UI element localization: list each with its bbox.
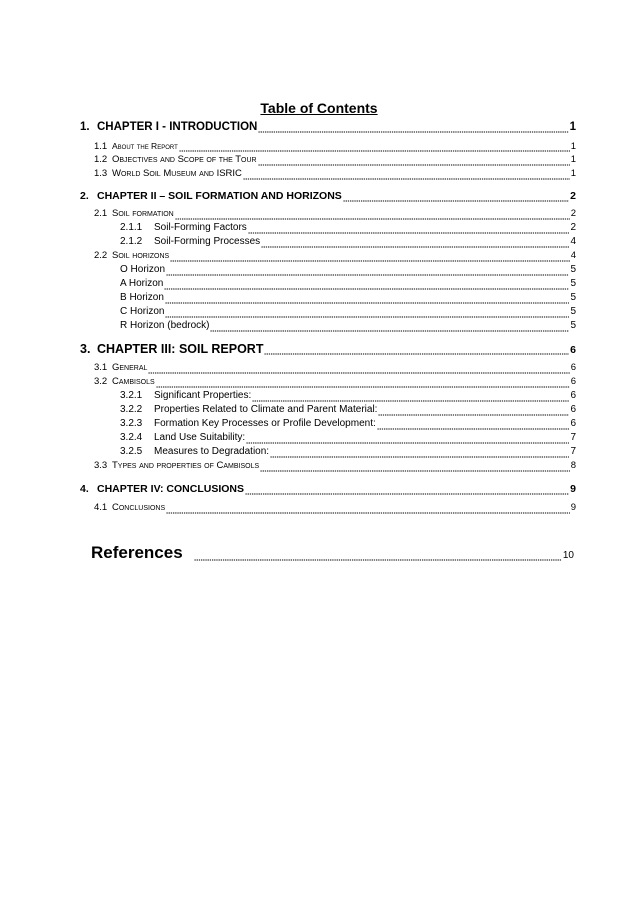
subsection-number: 2.1.2: [120, 236, 143, 247]
toc-item-4-1[interactable]: [94, 501, 576, 515]
dot-leader: [156, 377, 570, 389]
page-number: 6: [570, 404, 576, 415]
section-title: World Soil Museum and ISRIC: [112, 168, 242, 179]
section-title: Soil formation: [112, 208, 174, 219]
subsection-number: 3.2.3: [120, 418, 143, 429]
dot-leader: [245, 484, 569, 496]
dot-leader: [165, 307, 569, 319]
dot-leader: [252, 391, 569, 403]
chapter-title: CHAPTER II – SOIL FORMATION AND HORIZONS: [97, 190, 342, 202]
references-title: References: [91, 543, 183, 562]
section-number: 1.2: [94, 154, 108, 165]
page-number: 10: [562, 550, 574, 561]
dot-leader: [210, 321, 569, 333]
subsection-title: Soil-Forming Factors: [154, 222, 247, 233]
dot-leader: [343, 191, 569, 203]
subsection-title: Formation Key Processes or Profile Development:: [154, 418, 376, 429]
dot-leader: [243, 169, 570, 181]
dot-leader: [246, 433, 569, 445]
page-number: 5: [570, 292, 576, 303]
toc-item-1-3[interactable]: [94, 167, 576, 181]
dot-leader: [248, 223, 570, 235]
chapter-number: 3.: [80, 342, 91, 356]
toc-item-a-horizon[interactable]: [120, 277, 576, 291]
subsection-title: Land Use Suitability:: [154, 432, 246, 443]
section-title: Soil horizons: [112, 250, 170, 261]
toc-title: Table of Contents: [260, 100, 378, 116]
section-title: Objectives and Scope of the Tour: [112, 154, 257, 165]
page-number: 8: [570, 460, 576, 471]
page-number: 6: [570, 390, 576, 401]
page-number: 2: [570, 190, 576, 202]
section-number: 2.1: [94, 208, 108, 219]
section-number: 3.2: [94, 376, 108, 387]
dot-leader: [166, 503, 570, 515]
page-number: 6: [570, 418, 576, 429]
dot-leader: [258, 122, 568, 134]
subsection-number: 3.2.5: [120, 446, 143, 457]
subsection-number: 3.2.2: [120, 404, 143, 415]
toc-item-3-2-2[interactable]: [120, 403, 576, 417]
dot-leader: [166, 265, 569, 277]
section-title: About the Report: [112, 141, 178, 151]
entry-title: B Horizon: [120, 292, 164, 303]
page-number: 7: [570, 446, 576, 457]
dot-leader: [175, 209, 570, 221]
entry-title: O Horizon: [120, 264, 166, 275]
toc-item-3-2[interactable]: [94, 375, 576, 389]
dot-leader: [179, 141, 570, 153]
toc-item-1-1[interactable]: [94, 139, 576, 153]
subsection-number: 2.1.1: [120, 222, 143, 233]
dot-leader: [194, 545, 562, 563]
subsection-number: 3.2.4: [120, 432, 143, 443]
toc-item-3-2-1[interactable]: [120, 389, 576, 403]
dot-leader: [148, 363, 569, 375]
dot-leader: [164, 279, 569, 291]
entry-title: R Horizon (bedrock): [120, 320, 210, 331]
section-number: 2.2: [94, 250, 108, 261]
dot-leader: [258, 155, 570, 167]
toc-item-2-2[interactable]: [94, 249, 576, 263]
chapter-title: CHAPTER IV: CONCLUSIONS: [97, 483, 245, 495]
toc-item-2-1[interactable]: [94, 207, 576, 221]
dot-leader: [270, 447, 569, 459]
subsection-title: Soil-Forming Processes: [154, 236, 261, 247]
toc-item-3-3[interactable]: [94, 459, 576, 473]
section-number: 1.3: [94, 168, 108, 179]
subsection-title: Properties Related to Climate and Parent Material:: [154, 404, 378, 415]
entry-title: A Horizon: [120, 278, 164, 289]
section-title: Types and properties of Cambisols: [112, 460, 260, 471]
section-title: General: [112, 362, 148, 373]
page-number: 1: [570, 168, 576, 179]
chapter-title: CHAPTER I - INTRODUCTION: [97, 121, 258, 133]
subsection-title: Significant Properties:: [154, 390, 252, 401]
section-number: 1.1: [94, 141, 108, 152]
page-number: 1: [570, 154, 576, 165]
toc-item-2-1-1[interactable]: [120, 221, 576, 235]
page-number: 4: [570, 236, 576, 247]
toc-item-2-1-2[interactable]: [120, 235, 576, 249]
toc-item-b-horizon[interactable]: [120, 291, 576, 305]
page-number: 1: [569, 121, 576, 133]
toc-item-3-2-3[interactable]: [120, 417, 576, 431]
section-title: Conclusions: [112, 502, 166, 513]
toc-item-c-horizon[interactable]: [120, 305, 576, 319]
page-number: 5: [570, 264, 576, 275]
toc-references[interactable]: [91, 543, 574, 563]
chapter-number: 4.: [80, 483, 89, 495]
page-number: 2: [570, 222, 576, 233]
page-number: 5: [570, 320, 576, 331]
chapter-title: CHAPTER III: SOIL REPORT: [97, 342, 264, 356]
subsection-title: Measures to Degradation:: [154, 446, 270, 457]
entry-title: C Horizon: [120, 306, 165, 317]
page-number: 5: [570, 278, 576, 289]
dot-leader: [260, 461, 570, 473]
page-number: 6: [570, 362, 576, 373]
toc-item-3-2-4[interactable]: [120, 431, 576, 445]
dot-leader: [264, 344, 569, 356]
page-number: 9: [570, 483, 576, 495]
section-number: 3.1: [94, 362, 108, 373]
dot-leader: [261, 237, 569, 249]
page-number: 1: [570, 141, 576, 152]
page-number: 4: [570, 250, 576, 261]
section-title: Cambisols: [112, 376, 155, 387]
toc-item-3-2-5[interactable]: [120, 445, 576, 459]
toc-item-r-horizon[interactable]: [120, 319, 576, 333]
page-number: 6: [570, 376, 576, 387]
toc-chapter-4[interactable]: [80, 482, 576, 496]
toc-item-1-2[interactable]: [94, 153, 576, 167]
toc-chapter-1[interactable]: [80, 120, 576, 134]
toc-chapter-2[interactable]: [80, 189, 576, 203]
page-number: 7: [570, 432, 576, 443]
dot-leader: [165, 293, 570, 305]
page-number: 6: [570, 344, 576, 356]
chapter-number: 2.: [80, 190, 89, 202]
chapter-number: 1.: [80, 121, 90, 133]
page-number: 2: [570, 208, 576, 219]
dot-leader: [170, 251, 569, 263]
toc-item-o-horizon[interactable]: [120, 263, 576, 277]
subsection-number: 3.2.1: [120, 390, 143, 401]
section-number: 4.1: [94, 502, 108, 513]
page-number: 5: [570, 306, 576, 317]
dot-leader: [377, 419, 570, 431]
page-number: 9: [570, 502, 576, 513]
dot-leader: [378, 405, 569, 417]
toc-item-3-1[interactable]: [94, 361, 576, 375]
toc-chapter-3[interactable]: [80, 342, 576, 356]
section-number: 3.3: [94, 460, 108, 471]
